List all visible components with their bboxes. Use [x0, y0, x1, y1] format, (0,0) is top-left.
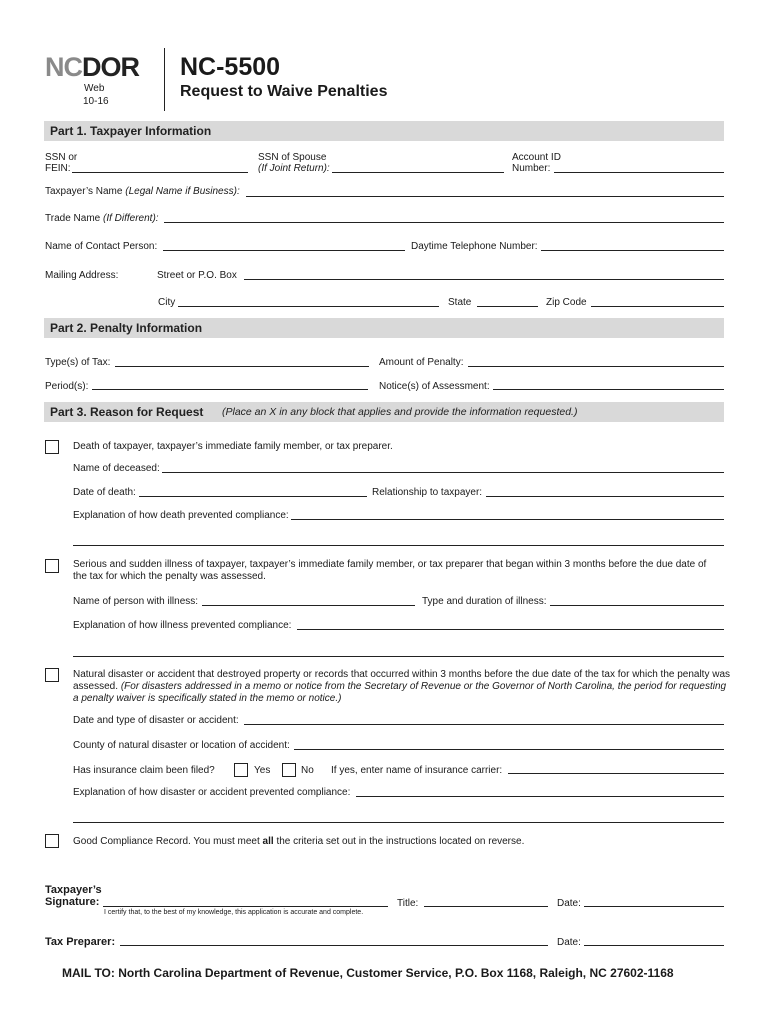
death-checkbox[interactable]: [45, 440, 59, 454]
title-field[interactable]: [424, 906, 548, 907]
insurance-yes-checkbox[interactable]: [234, 763, 248, 777]
disaster-label-3: a penalty waiver is specifically stated in the memo or notice.): [73, 693, 342, 704]
city-label: City: [158, 297, 176, 308]
zip-label: Zip Code: [546, 297, 587, 308]
deceased-field[interactable]: [162, 472, 724, 473]
person-illness-label: Name of person with illness:: [73, 596, 199, 607]
part3-title: Part 3. Reason for Request: [50, 405, 204, 419]
contact-field[interactable]: [163, 250, 405, 251]
city-field[interactable]: [178, 306, 439, 307]
part1-title: Part 1. Taxpayer Information: [50, 124, 212, 138]
taxpayer-name-field[interactable]: [246, 196, 724, 197]
trade-name-label: [45, 213, 159, 224]
taxpayer-name-text: Taxpayer’s Name: [45, 186, 126, 197]
phone-field[interactable]: [541, 250, 724, 251]
good-compliance-text-1: Good Compliance Record. You must meet: [73, 836, 263, 847]
preparer-date-label: Date:: [557, 937, 581, 948]
preparer-label: Tax Preparer:: [45, 936, 116, 948]
explain-death-label: Explanation of how death prevented compliance:: [73, 510, 289, 521]
preparer-date-field[interactable]: [584, 945, 724, 946]
logo-nc: NC: [45, 52, 82, 82]
amount-label: Amount of Penalty:: [379, 357, 464, 368]
ssn-field[interactable]: [72, 172, 248, 173]
taxpayer-name-note: (Legal Name if Business):: [125, 186, 240, 197]
amount-field[interactable]: [468, 366, 724, 367]
part1-band: [44, 121, 724, 141]
illness-label-2: the tax for which the penalty was assessed.: [73, 571, 266, 582]
logo-dor: DOR: [82, 52, 139, 82]
good-compliance-checkbox[interactable]: [45, 834, 59, 848]
illness-label-1: Serious and sudden illness of taxpayer, taxpayer’s immediate family member, or tax preparer that began within 3 months before the due date of: [73, 559, 707, 570]
good-compliance-text-2: the criteria set out in the instructions located on reverse.: [273, 836, 525, 847]
ssn-spouse-label: SSN of Spouse: [258, 152, 327, 163]
zip-field[interactable]: [591, 306, 724, 307]
part3-band: [44, 402, 724, 422]
explain-disaster-field-2[interactable]: [73, 822, 724, 823]
date-type-field[interactable]: [244, 724, 724, 725]
phone-label: Daytime Telephone Number:: [411, 241, 538, 252]
trade-name-note: (If Different):: [102, 213, 159, 224]
deceased-label: Name of deceased:: [73, 463, 160, 474]
periods-label: Period(s):: [45, 381, 89, 392]
trade-name-field[interactable]: [164, 222, 724, 223]
contact-label: Name of Contact Person:: [45, 241, 158, 252]
ssn-spouse-field[interactable]: [332, 172, 504, 173]
county-label: County of natural disaster or location of accident:: [73, 740, 290, 751]
explain-death-field[interactable]: [291, 519, 724, 520]
account-id-label: Account ID: [512, 152, 561, 163]
explain-death-field-2[interactable]: [73, 545, 724, 546]
part2-band: [44, 318, 724, 338]
header-divider: [164, 48, 165, 111]
disaster-label-2a: assessed.: [73, 681, 121, 692]
explain-illness-field-2[interactable]: [73, 656, 724, 657]
account-id-field[interactable]: [554, 172, 724, 173]
mail-to: MAIL TO: North Carolina Department of Revenue, Customer Service, P.O. Box 1168, Raleigh, NC 27602-1168: [62, 966, 674, 980]
web-label: Web: [84, 83, 105, 94]
version-label: 10-16: [83, 96, 109, 107]
part3-instructions: (Place an X in any block that applies and provide the information requested.): [222, 406, 578, 418]
date-death-label: Date of death:: [73, 487, 136, 498]
disaster-label-1: Natural disaster or accident that destroyed property or records that occurred within 3 months before the due date of the tax for which the penalty was: [73, 669, 731, 680]
if-joint-label: (If Joint Return):: [258, 163, 330, 174]
death-label: Death of taxpayer, taxpayer’s immediate family member, or tax preparer.: [73, 441, 393, 452]
carrier-label: If yes, enter name of insurance carrier:: [331, 765, 503, 776]
title-label: Title:: [397, 898, 419, 909]
account-number-label: Number:: [512, 163, 551, 174]
notices-field[interactable]: [493, 389, 724, 390]
explain-illness-field[interactable]: [297, 629, 724, 630]
disaster-label-2b: (For disasters addressed in a memo or notice from the Secretary of Revenue or the Governor of North Carolina, the period for requesting: [120, 681, 727, 692]
date-type-label: Date and type of disaster or accident:: [73, 715, 239, 726]
illness-checkbox[interactable]: [45, 559, 59, 573]
types-field[interactable]: [115, 366, 369, 367]
good-compliance-all: all: [262, 836, 274, 847]
date-death-field[interactable]: [139, 496, 367, 497]
street-field[interactable]: [244, 279, 724, 280]
taxpayers-label: Taxpayer’s: [45, 884, 102, 896]
relationship-label: Relationship to taxpayer:: [372, 487, 483, 498]
state-label: State: [448, 297, 472, 308]
date-field[interactable]: [584, 906, 724, 907]
explain-disaster-field[interactable]: [356, 796, 724, 797]
fein-label: FEIN:: [45, 163, 71, 174]
part2-title: Part 2. Penalty Information: [50, 321, 203, 335]
signature-label: Signature:: [45, 896, 100, 908]
disaster-label-2: [73, 681, 726, 692]
county-field[interactable]: [294, 749, 724, 750]
date-label: Date:: [557, 898, 581, 909]
notices-label: Notice(s) of Assessment:: [379, 381, 490, 392]
good-compliance-label: [73, 836, 524, 847]
certify-text: I certify that, to the best of my knowledge, this application is accurate and complete.: [104, 909, 364, 916]
insurance-yes-label: Yes: [254, 765, 271, 776]
ncdor-logo: [45, 52, 139, 83]
state-field[interactable]: [477, 306, 538, 307]
person-illness-field[interactable]: [202, 605, 415, 606]
relationship-field[interactable]: [486, 496, 724, 497]
form-number: NC-5500: [180, 53, 281, 81]
explain-illness-label: Explanation of how illness prevented compliance:: [73, 620, 292, 631]
type-illness-label: Type and duration of illness:: [422, 596, 547, 607]
street-label: Street or P.O. Box: [157, 270, 237, 281]
form-title: Request to Waive Penalties: [180, 83, 388, 100]
trade-name-text: Trade Name: [45, 213, 103, 224]
insurance-label: Has insurance claim been filed?: [73, 765, 215, 776]
insurance-no-label: No: [301, 765, 314, 776]
periods-field[interactable]: [92, 389, 368, 390]
preparer-field[interactable]: [120, 945, 548, 946]
disaster-checkbox[interactable]: [45, 668, 59, 682]
carrier-field[interactable]: [508, 773, 724, 774]
types-label: Type(s) of Tax:: [45, 357, 111, 368]
type-illness-field[interactable]: [550, 605, 724, 606]
ssn-label: SSN or: [45, 152, 78, 163]
insurance-no-checkbox[interactable]: [282, 763, 296, 777]
explain-disaster-label: Explanation of how disaster or accident prevented compliance:: [73, 787, 351, 798]
taxpayer-name-label: [45, 186, 240, 197]
mailing-label: Mailing Address:: [45, 270, 119, 281]
signature-field[interactable]: [103, 906, 388, 907]
